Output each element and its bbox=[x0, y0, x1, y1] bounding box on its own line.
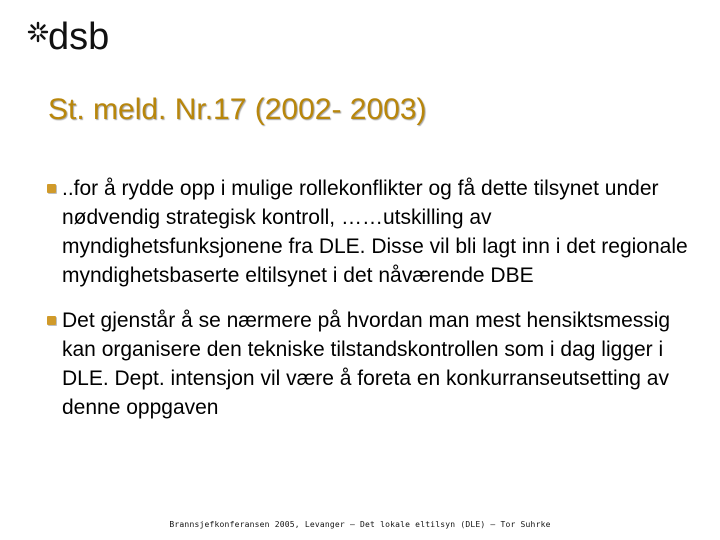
bullet-text: ..for å rydde opp i mulige rollekonflikter og få dette tilsynet under nødvendig strategisk kontroll, ……utskilling av myndighetsfunksjonene fra DLE. Disse vil bli lagt inn i det regionale myndighetsbaserte eltilsynet i det nåværende DBE bbox=[62, 177, 688, 287]
bullet-list bbox=[46, 174, 696, 438]
slide-footer: Brannsjefkonferansen 2005, Levanger – Det lokale eltilsyn (DLE) – Tor Suhrke bbox=[169, 520, 551, 529]
slide-title: St. meld. Nr.17 (2002- 2003) bbox=[48, 93, 427, 126]
star-mark-icon bbox=[26, 20, 50, 44]
square-bullet-icon bbox=[47, 316, 56, 325]
bullet-item bbox=[46, 306, 696, 422]
logo-text: dsb bbox=[48, 16, 110, 58]
bullet-item bbox=[46, 174, 696, 290]
bullet-text: Det gjenstår å se nærmere på hvordan man mest hensiktsmessig kan organisere den tekniske tilstandskontrollen som i dag ligger i DLE. Dept. intensjon vil være å foreta en konkurranseutsetting av denne oppgaven bbox=[62, 309, 671, 419]
square-bullet-icon bbox=[47, 184, 56, 193]
dsb-logo bbox=[26, 18, 109, 56]
